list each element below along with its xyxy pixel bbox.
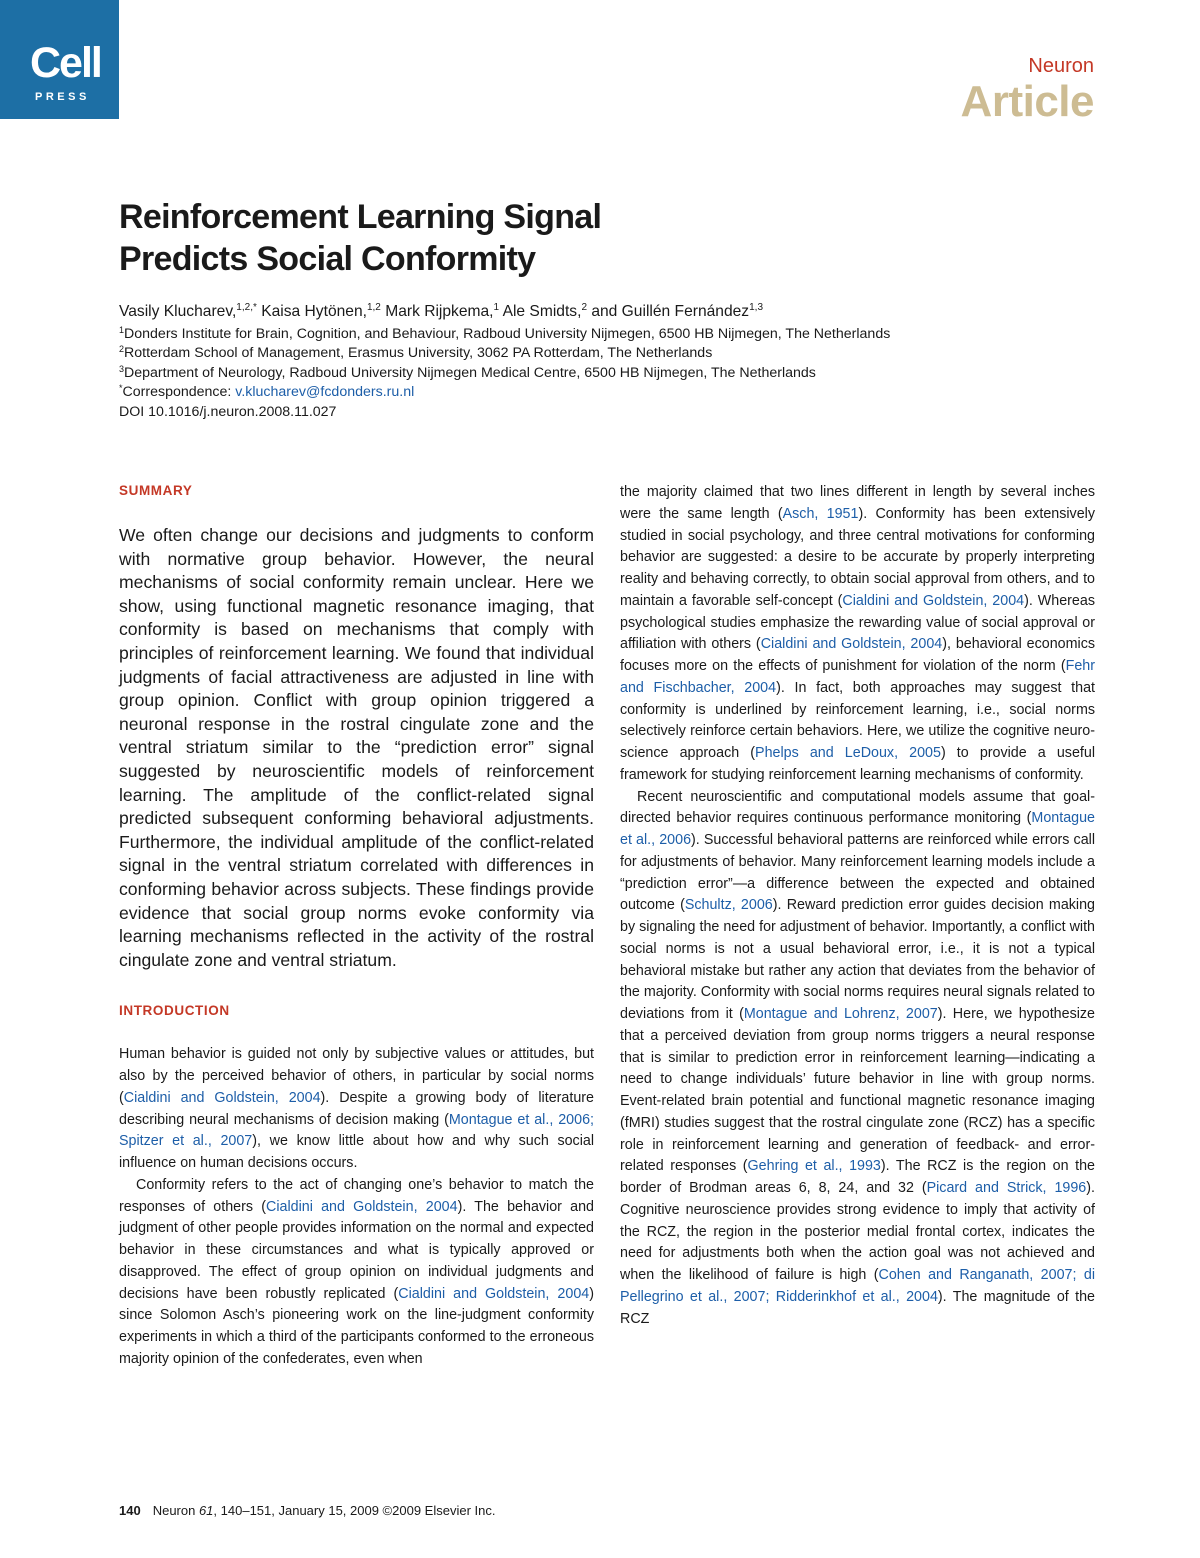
right-paragraph-1 (620, 482, 1095, 787)
affiliation-text: Rotterdam School of Management, Erasmus University, 3062 PA Rotterdam, The Netherlands (124, 345, 713, 362)
text-run: ) to provide a useful framework for studying reinforcement learning mechanisms of conformity. (620, 745, 1095, 783)
affiliation-number: 2 (119, 344, 125, 355)
author-list (119, 302, 1099, 322)
affiliation-number: 3 (119, 363, 125, 374)
text-run: Conformity refers to the act of changing one’s behavior to match the responses of others ( (119, 1176, 594, 1215)
citation-link[interactable]: Asch, 1951 (782, 505, 859, 522)
correspondence (119, 383, 1099, 402)
author-name: Vasily Klucharev, (119, 303, 237, 320)
citation-link[interactable]: Cialdini and Goldstein, 2004 (123, 1089, 321, 1106)
text-run: ). Here, we hypothesize that a perceived deviation from group norms triggers a neural response that is similar to prediction error in reinforcement learning—indicating a need to change individuals’ future behavior in line with group norms. Event-related brain potential and functional magnetic resonance imaging (fMRI) studies suggest that the rostral cingulate zone (RCZ) has a specific role in reinforcement learning and generation of feedback- and error-related responses ( (620, 1006, 1095, 1175)
citation-link[interactable]: Schultz, 2006 (684, 897, 773, 914)
article-title (119, 196, 919, 280)
text-run: ). Successful behavioral patterns are reinforced while errors call for adjustments of behavior. Many reinforcement learning models include a “prediction error”—a difference between the expected and obtained outcome ( (620, 832, 1096, 914)
affiliation-2 (119, 344, 1099, 363)
citation-link[interactable]: Picard and Strick, 1996 (926, 1180, 1087, 1196)
text-run: ). Conformity has been extensively studied in social psychology, and three central motivations for conforming behavior are suggested: a desire to be accurate by properly interpreting reality and behaving correctly, to obtain social approval from others, and to maintain a favorable self-concept ( (620, 505, 1095, 609)
title-line-1: Reinforcement Learning Signal (119, 198, 602, 236)
affiliation-text: Department of Neurology, Radboud University Nijmegen Medical Centre, 6500 HB Nijmegen, The Netherlands (124, 364, 816, 381)
citation-link[interactable]: Cohen and Ranganath, 2007; di Pellegrino et al., 2007; Ridderinkhof et al., 2004 (620, 1267, 1095, 1305)
text-run: ), behavioral economics focuses more on the effects of punishment for violation of the norm ( (620, 636, 1095, 674)
text-run: ). In fact, both approaches may suggest that conformity is underlined by reinforcement learning, i.e., social norms selectively reinforce certain behaviors. Here, we utilize the cognitive neuroscience approach ( (620, 679, 1095, 761)
citation-link[interactable]: Phelps and LeDoux, 2005 (755, 745, 941, 761)
footer-citation: , 140–151, January 15, 2009 ©2009 Elsevier Inc. (213, 1503, 496, 1518)
page-number: 140 (119, 1503, 141, 1518)
cell-press-logo (0, 0, 119, 119)
summary-heading: SUMMARY (119, 483, 193, 498)
author-name: Kaisa Hytönen, (256, 303, 367, 320)
affiliation-1 (119, 325, 1099, 344)
text-run: ). Cognitive neuroscience provides strong evidence to imply that activity of the RCZ, the region in the posterior medial frontal cortex, indicates the need for adjustments both when the action goal was not achieved and when the likelihood of failure is high ( (620, 1180, 1095, 1283)
affiliation-3 (119, 364, 1099, 383)
journal-name: Neuron (1028, 55, 1094, 77)
affiliation-text: Donders Institute for Brain, Cognition, and Behaviour, Radboud University Nijmegen, 6500 HB Nijmegen, The Netherlands (124, 326, 891, 342)
text-run: ). Reward prediction error guides decision making by signaling the need for adjustment of behavior. Importantly, a conflict with social norms is not a usual behavioral error, i.e., it is not a typical behavioral mistake but rather any action that deviates from the behavior of the majority. Conformity with social norms requires neural signals related to deviations from it ( (620, 897, 1095, 1022)
author-affiliation-mark: 1,2 (366, 302, 381, 313)
citation-link[interactable]: Montague and Lohrenz, 2007 (743, 1006, 938, 1022)
citation-link[interactable]: Cialdini and Goldstein, 2004 (266, 1198, 458, 1215)
affiliation-number: 1 (119, 325, 125, 335)
citation-link[interactable]: Fehr and Fischbacher, 2004 (620, 658, 1095, 696)
text-run: the majority claimed that two lines different in length by several inches were the same length ( (620, 484, 1095, 522)
text-run: ). Despite a growing body of literature describing neural mechanisms of decision making ( (119, 1089, 594, 1128)
citation-link[interactable]: Cialdini and Goldstein, 2004 (842, 592, 1025, 609)
introduction-heading: INTRODUCTION (119, 1003, 230, 1019)
intro-paragraph-2 (119, 1175, 594, 1371)
correspondence-label: Correspondence: (122, 384, 236, 401)
text-run: ) since Solomon Asch’s pioneering work on the line-judgment conformity experiments in which a third of the participants conformed to the erroneous majority opinion of the confederates, even when (119, 1285, 594, 1367)
left-column (119, 482, 594, 1371)
text-run: ). The RCZ is the region on the border of Brodman areas 6, 8, 24, and 32 ( (620, 1158, 1095, 1196)
text-run: Human behavior is guided not only by subjective values or attitudes, but also by the perceived behavior of others, in particular by social norms ( (119, 1046, 594, 1106)
intro-paragraph-1 (119, 1044, 594, 1175)
footer-journal: Neuron (152, 1503, 199, 1518)
author-name: and Guillén Fernández (587, 303, 750, 320)
author-affiliation-mark: 2 (581, 302, 587, 313)
logo-cell-text: Cell (30, 39, 101, 87)
author-name: Ale Smidts, (499, 303, 582, 320)
citation-link[interactable]: Cialdini and Goldstein, 2004 (398, 1285, 590, 1302)
citation-link[interactable]: Montague et al., 2006 (620, 810, 1095, 848)
citation-link[interactable]: Montague et al., 2006; Spitzer et al., 2007 (119, 1111, 595, 1150)
doi: DOI 10.1016/j.neuron.2008.11.027 (119, 403, 337, 420)
page-footer (119, 1503, 495, 1519)
footer-volume: 61 (198, 1503, 214, 1518)
article-type: Article (960, 77, 1094, 126)
text-run: ), we know little about how and why such social influence on human decisions occurs. (119, 1133, 594, 1172)
text-run: ). The magnitude of the RCZ (620, 1288, 1095, 1327)
correspondence-email-link[interactable]: v.klucharev@fcdonders.ru.nl (235, 384, 415, 401)
author-name: Mark Rijpkema, (380, 303, 494, 320)
citation-link[interactable]: Gehring et al., 1993 (747, 1158, 881, 1175)
summary-text: We often change our decisions and judgments to conform with normative group behavior. However, the neural mechanisms of social conformity remain unclear. Here we show, using functional magnetic resonance imaging, that conformity is based on mechanisms that comply with principles of reinforcement learning. We found that individual judgments of facial attractiveness are adjusted in line with group opinion. Conflict with group opinion triggered a neuronal response in the rostral cingulate zone and the ventral striatum similar to the “prediction error” signal suggested by neuroscientific models of reinforcement learning. The amplitude of the conflict-related signal predicted subsequent conforming behavioral adjustments. Furthermore, the individual amplitude of the conflict-related signal in the ventral striatum correlated with differences in conforming behavior across subjects. These findings provide evidence that social group norms evoke conformity via learning mechanisms reflected in the activity of the rostral cingulate zone and ventral striatum. (119, 525, 594, 970)
logo-press-text: PRESS (35, 91, 90, 103)
title-line-2: Predicts Social Conformity (119, 240, 536, 278)
text-run: Recent neuroscientific and computational models assume that goal-directed behavior requires continuous performance monitoring ( (620, 788, 1095, 827)
right-column (620, 482, 1095, 1330)
author-affiliation-mark: 1,3 (749, 302, 764, 313)
affiliations (119, 325, 1099, 422)
right-paragraph-2 (620, 787, 1095, 1331)
text-run: ). Whereas psychological studies emphasize the rewarding value of social approval or affiliation with others ( (620, 592, 1095, 653)
citation-link[interactable]: Cialdini and Goldstein, 2004 (760, 636, 943, 653)
author-affiliation-mark: 1 (493, 302, 500, 313)
correspondence-mark: * (119, 383, 123, 394)
text-run: ). The behavior and judgment of other people provides information on the normal and expected behavior in these circumstances and what is typically approved or disapproved. The effect of group opinion on individual judgments and decisions have been robustly replicated ( (119, 1198, 594, 1302)
author-affiliation-mark: 1,2,* (236, 302, 257, 313)
